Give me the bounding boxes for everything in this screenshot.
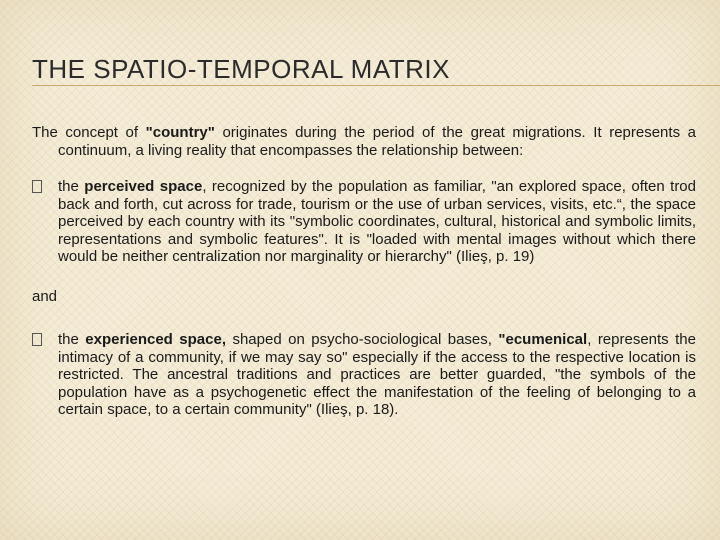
item1-lead: the xyxy=(58,178,85,195)
item1-term: perceived space xyxy=(84,178,203,195)
item2-lead: the xyxy=(58,331,86,348)
item2-ecumenical-term: "ecumenical xyxy=(498,331,588,348)
slide-title: THE SPATIO-TEMPORAL MATRIX xyxy=(32,54,450,84)
item2-term: experienced space, xyxy=(85,331,226,348)
intro-text-2: originates during the period of the great migrations. It represents a continuum, a living reality that encompasses the relationship between: xyxy=(58,124,696,159)
intro-text-1: The concept of xyxy=(32,124,146,141)
intro-paragraph xyxy=(32,124,696,159)
bullet-box-icon xyxy=(32,333,42,346)
item2-mid: shaped on psycho-sociological bases, xyxy=(226,331,499,348)
bullet-box-icon xyxy=(32,180,42,193)
item2-text: , represents the intimacy of a community, if we may say so" especially if the access to the respective location is restricted. The ancestral traditions and practices are better guarded, "the symbols of the population have as a psychogenetic effect the manifestation of the feeling of belonging to a certain space, to a certain community" (Ilieş, p. 18). xyxy=(58,331,696,418)
slide-body xyxy=(32,124,696,419)
bullet-item-perceived-space xyxy=(32,178,696,266)
bullet-item-experienced-space xyxy=(32,331,696,419)
intro-country-term: "country" xyxy=(145,124,215,141)
item1-text: , recognized by the population as familiar, "an explored space, often trod back and forth, cut across for trade, tourism or the use of urban services, visits, etc.“, the space perceived by each country with its "symbolic coordinates, cultural, historical and symbolic limits, representations and symbolic features". It is "loaded with mental images without which there would be neither centralization nor marginality or hierarchy" (Ilieş, p. 19) xyxy=(58,178,696,265)
title-underline xyxy=(32,85,720,86)
and-connector: and xyxy=(32,287,58,305)
